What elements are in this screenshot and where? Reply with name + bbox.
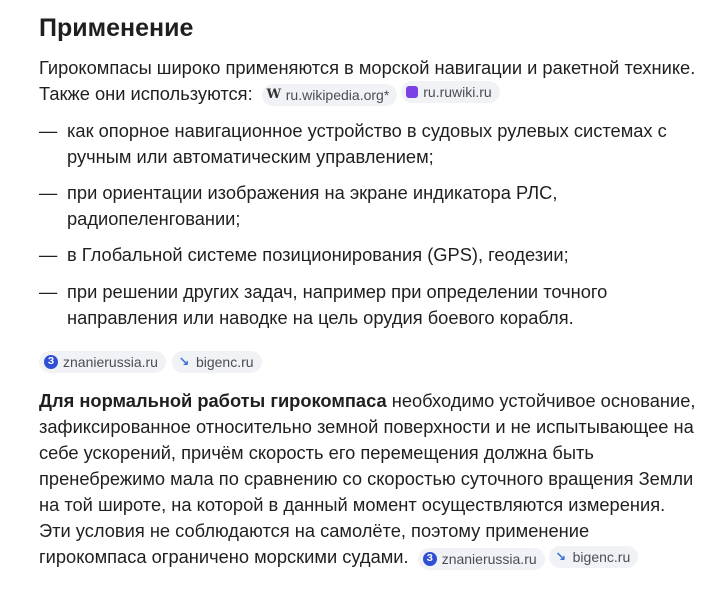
list-dash: — bbox=[39, 182, 58, 203]
source-chip-ruwiki[interactable] bbox=[401, 81, 499, 103]
list-sources bbox=[39, 351, 262, 373]
list-item bbox=[39, 118, 699, 170]
paragraph-text: необходимо устойчивое основание, зафиксированное относительно земной поверхности и не испытывающее на себе ускорений, причём скорость его перемещения должна быть пренебрежимо мала по сравнению со скоростью суточного вращения Земли на той широте, на которой в данный момент осуществляются измерения. Эти условия не соблюдаются на самолёте, поэтому применение гирокомпаса ограничено морскими судами. bbox=[39, 390, 696, 567]
list-dash: — bbox=[39, 281, 58, 302]
wikipedia-icon: W bbox=[266, 87, 282, 102]
source-label: ru.ruwiki.ru bbox=[423, 84, 492, 100]
usage-list bbox=[39, 118, 699, 341]
source-label: znanierussia.ru bbox=[441, 551, 537, 567]
list-item-text: в Глобальной системе позиционирования (GPS), геодезии; bbox=[67, 244, 569, 265]
ruwiki-cube-icon bbox=[406, 86, 418, 98]
source-chip-bigenc[interactable] bbox=[172, 351, 262, 373]
list-dash: — bbox=[39, 120, 58, 141]
intro-paragraph bbox=[39, 55, 699, 107]
list-dash: — bbox=[39, 244, 58, 265]
requirements-paragraph bbox=[39, 388, 699, 570]
znanie-icon: З bbox=[44, 355, 58, 369]
list-item bbox=[39, 180, 699, 232]
section-heading: Применение bbox=[39, 14, 194, 42]
list-item bbox=[39, 279, 699, 331]
list-item bbox=[39, 242, 699, 268]
bigenc-icon: ↘ bbox=[555, 549, 567, 564]
source-label: bigenc.ru bbox=[195, 354, 254, 370]
list-item-text: как опорное навигационное устройство в судовых рулевых системах с ручным или автоматическим управлением; bbox=[67, 120, 667, 167]
znanie-icon: З bbox=[423, 552, 437, 566]
bigenc-icon: ↘ bbox=[178, 354, 190, 369]
source-chip-znanierussia[interactable] bbox=[39, 351, 166, 373]
list-item-text: при ориентации изображения на экране индикатора РЛС, радиопеленговании; bbox=[67, 182, 558, 229]
source-chip-znanierussia[interactable] bbox=[418, 548, 545, 570]
source-label: znanierussia.ru bbox=[63, 354, 158, 370]
source-label: ru.wikipedia.org* bbox=[285, 87, 390, 103]
bold-lead: Для нормальной работы гирокомпаса bbox=[39, 390, 387, 411]
intro-text: Гирокомпасы широко применяются в морской навигации и ракетной технике. Также они используются: bbox=[39, 57, 696, 104]
source-label: bigenc.ru bbox=[572, 549, 631, 565]
source-chip-bigenc[interactable] bbox=[549, 546, 639, 568]
source-chip-wikipedia[interactable] bbox=[262, 84, 398, 106]
list-item-text: при решении других задач, например при определении точного направления или наводке на цель орудия боевого корабля. bbox=[67, 281, 608, 328]
